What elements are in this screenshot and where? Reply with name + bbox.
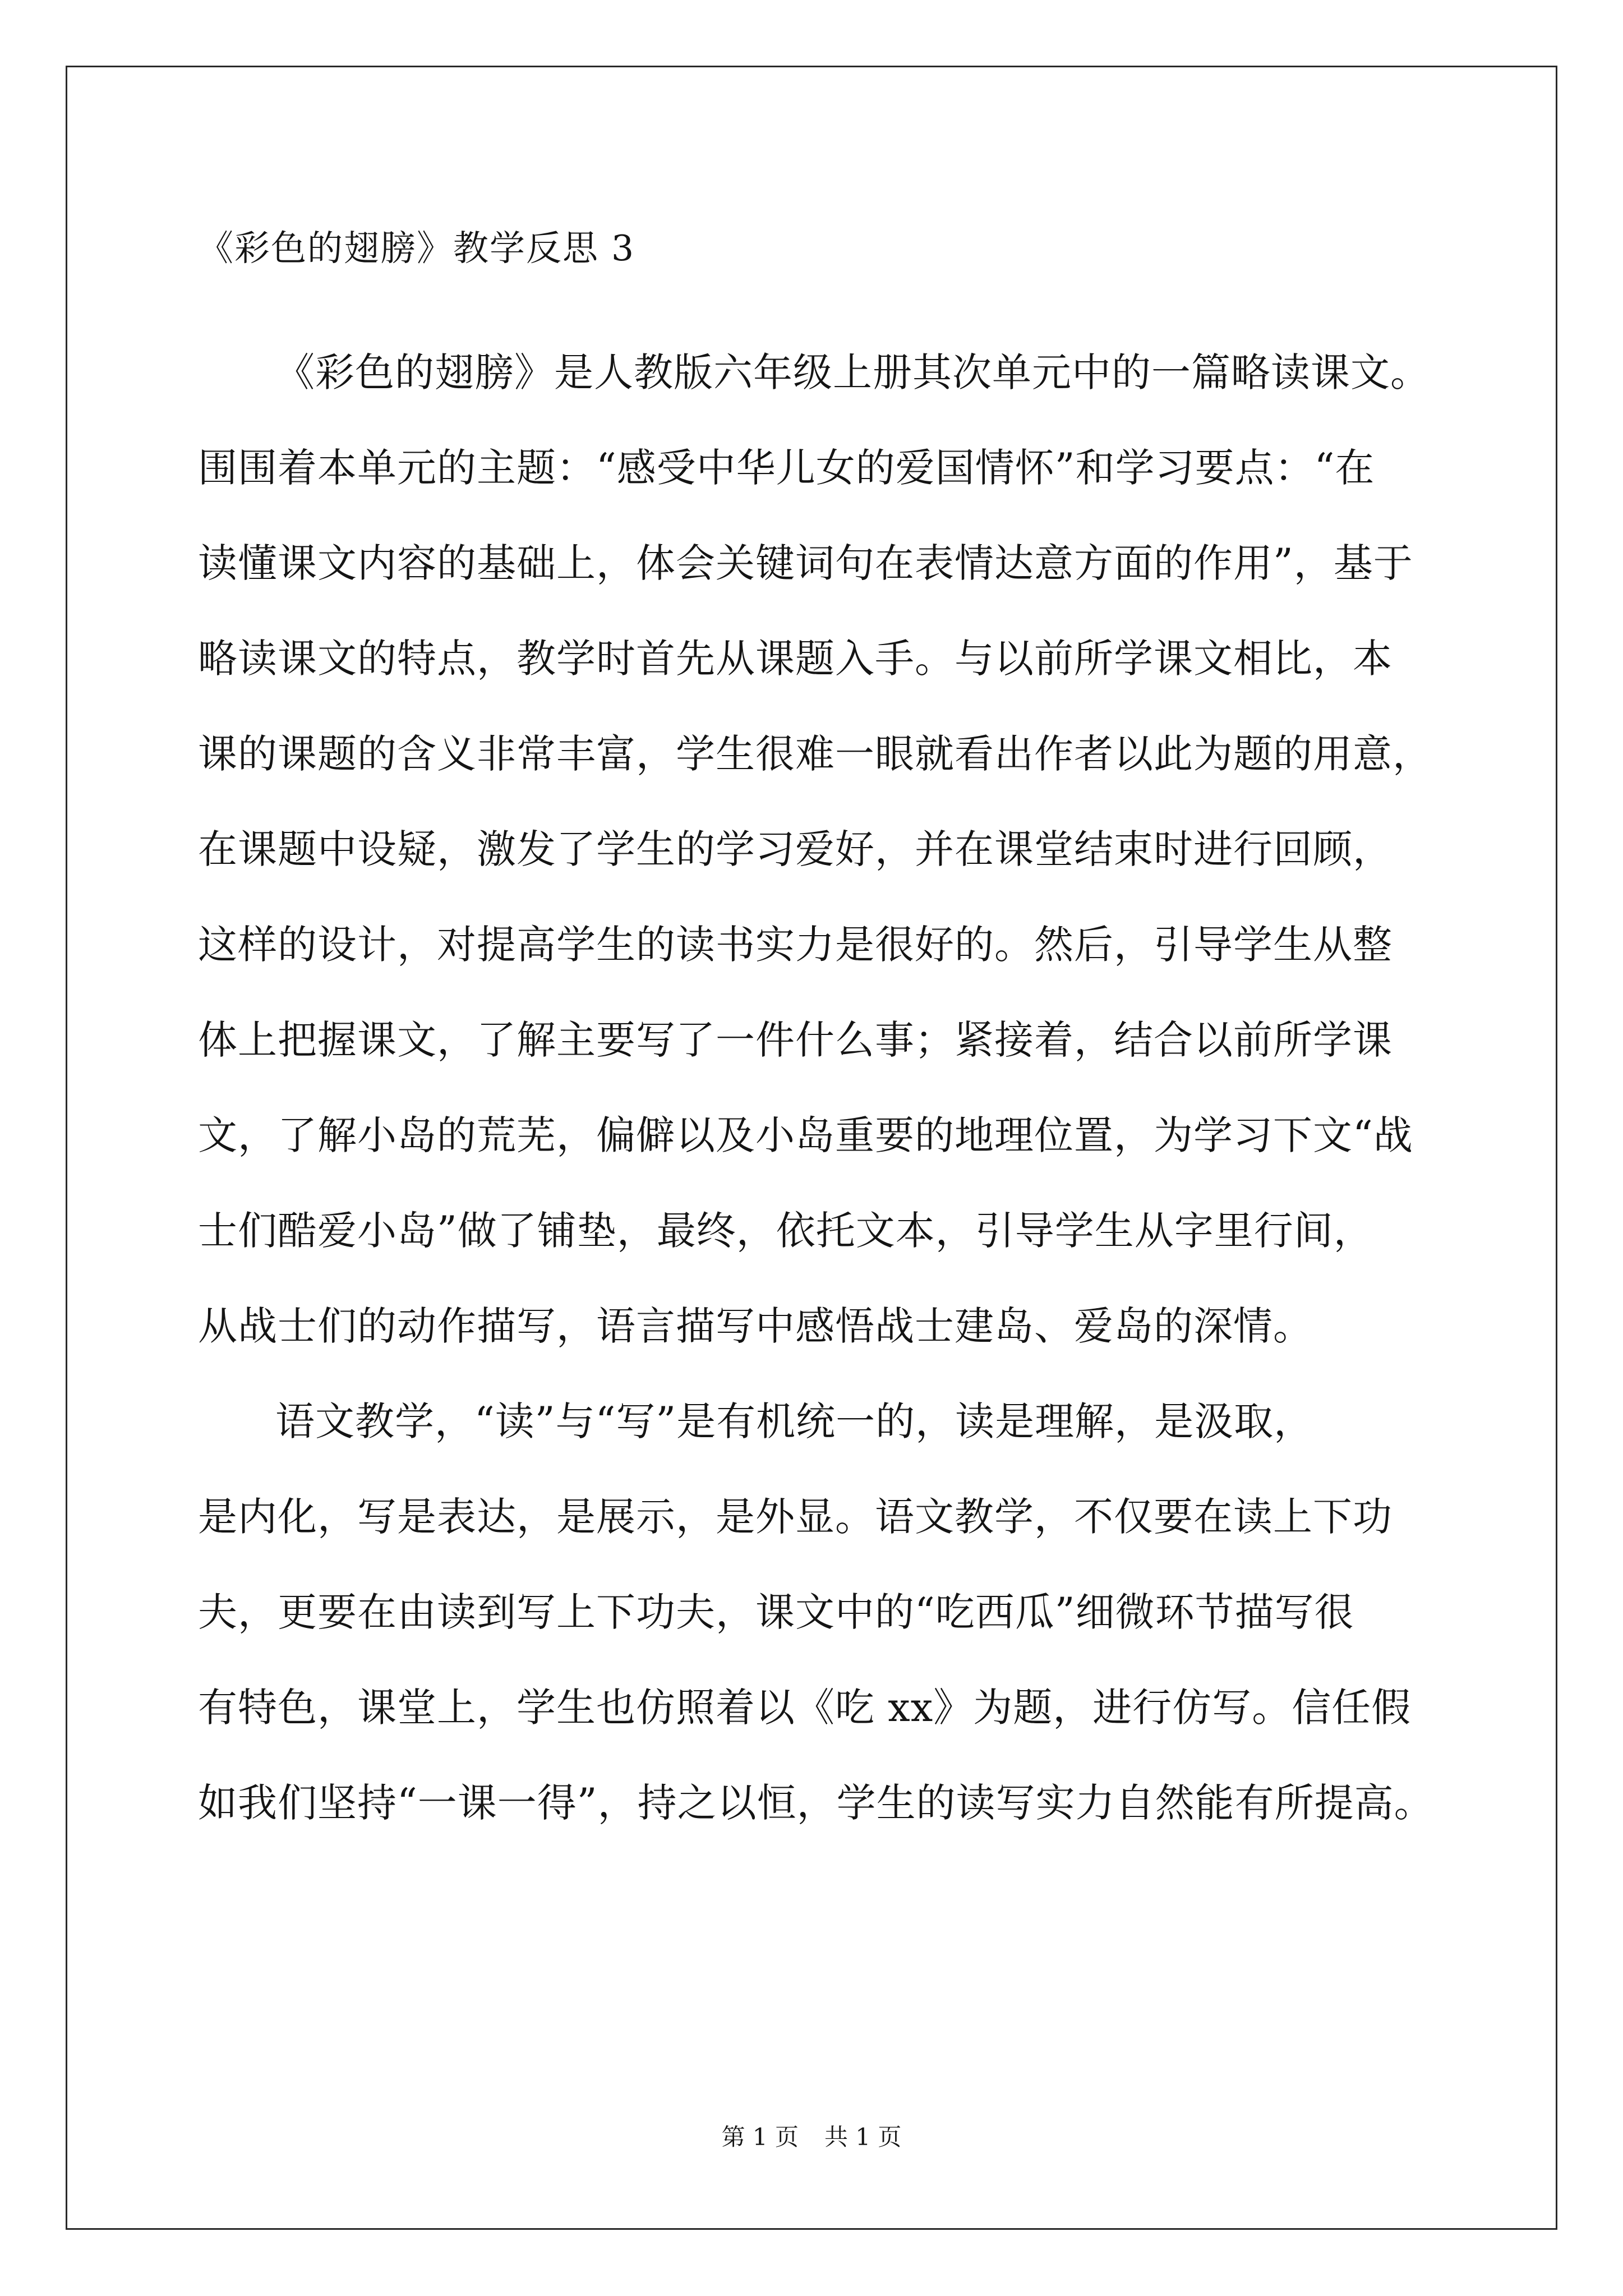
paragraph-line: 读懂课文内容的基础上，体会关键词句在表情达意方面的作用”，基于	[198, 540, 1413, 586]
paragraph-line: 《彩色的翅膀》是人教版六年级上册其次单元中的一篇略读课文。	[275, 349, 1430, 395]
paragraph-line: 有特色，课堂上，学生也仿照着以《吃 xx》为题，进行仿写。信任假	[198, 1685, 1412, 1731]
page-footer	[0, 2120, 1623, 2154]
paragraph-line: 士们酷爱小岛”做了铺垫，最终，依托文本，引导学生从字里行间，	[198, 1208, 1373, 1254]
paragraph-line: 是内化，写是表达，是展示，是外显。语文教学，不仅要在读上下功	[198, 1494, 1393, 1540]
paragraph-line: 这样的设计，对提高学生的读书实力是很好的。然后，引导学生从整	[198, 922, 1393, 968]
document-title: 《彩色的翅膀》教学反思 3	[198, 228, 635, 269]
page-total: 共 1 页	[824, 2123, 902, 2151]
paragraph-line: 文，了解小岛的荒芜，偏僻以及小岛重要的地理位置，为学习下文“战	[198, 1112, 1413, 1158]
paragraph-line: 如我们坚持“一课一得”，持之以恒，学生的读写实力自然能有所提高。	[198, 1780, 1434, 1826]
paragraph-line: 从战士们的动作描写，语言描写中感悟战士建岛、爱岛的深情。	[198, 1303, 1313, 1349]
paragraph-line: 体上把握课文，了解主要写了一件什么事；紧接着，结合以前所学课	[198, 1017, 1393, 1063]
paragraph-line: 夫，更要在由读到写上下功夫，课文中的“吃西瓜”细微环节描写很	[198, 1589, 1354, 1635]
paragraph-line: 课的课题的含义非常丰富，学生很难一眼就看出作者以此为题的用意，	[198, 731, 1432, 777]
paragraph-line: 在课题中设疑，激发了学生的学习爱好，并在课堂结束时进行回顾，	[198, 826, 1393, 872]
page-number: 第 1 页	[721, 2123, 799, 2151]
paragraph-line: 略读课文的特点，教学时首先从课题入手。与以前所学课文相比，本	[198, 636, 1393, 682]
paragraph-line: 语文教学，“读”与“写”是有机统一的，读是理解，是汲取，	[275, 1398, 1314, 1444]
paragraph-line: 围围着本单元的主题：“感受中华儿女的爱国情怀”和学习要点：“在	[198, 445, 1375, 491]
